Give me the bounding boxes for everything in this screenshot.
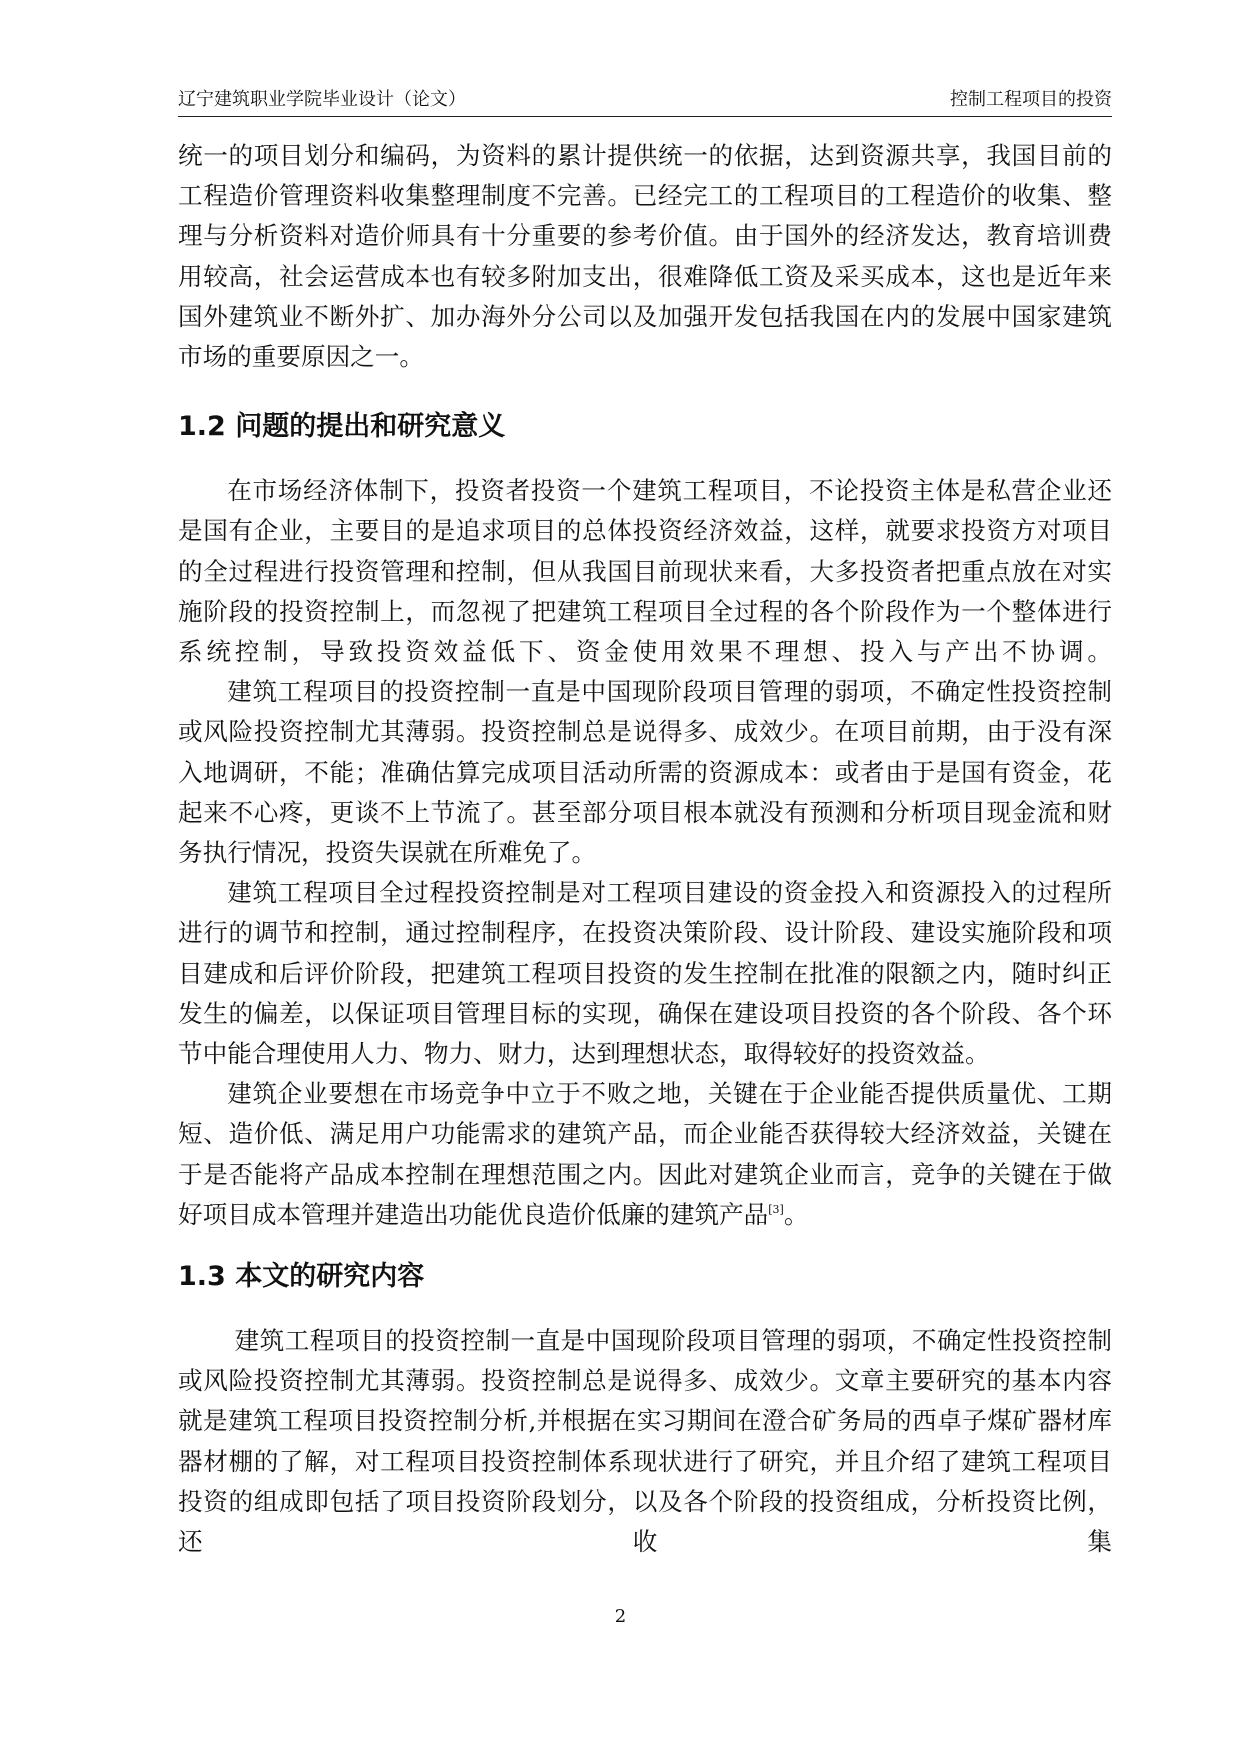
header-right-title: 控制工程项目的投资 (950, 89, 1112, 110)
section-1-2-paragraph-1: 在市场经济体制下，投资者投资一个建筑工程项目，不论投资主体是私营企业还是国有企业，主要目的是追求项目的总体投资经济效益，这样，就要求投资方对项目的全过程进行投资管理和控制，但从我国目前现状来看，大多投资者把重点放在对实施阶段的投资控制上，而忽视了把建筑工程项目全过程的各个阶段作为一个整体进行系统控制，导致投资效益低下、资金使用效果不理想、投入与产出不协调。 (178, 476, 1112, 667)
section-1-3-paragraph-1: 建筑工程项目的投资控制一直是中国现阶段项目管理的弱项，不确定性投资控制或风险投资控制尤其薄弱。投资控制总是说得多、成效少。文章主要研究的基本内容就是建筑工程项目投资控制分析,并根据在实习期间在澄合矿务局的西卓子煤矿器材库器材棚的了解，对工程项目投资控制体系现状进行了研究，并且介绍了建筑工程项目投资的组成即包括了项目投资阶段划分，以及各个阶段的投资组成，分析投资比例，还收集 (178, 1326, 1112, 1557)
page-number: 2 (614, 1606, 627, 1627)
section-heading-1-2: 1.2 问题的提出和研究意义 (178, 411, 506, 443)
citation-ref: [3] (768, 1202, 784, 1216)
paragraph-end: 。 (783, 1199, 809, 1229)
section-heading-1-3: 1.3 本文的研究内容 (178, 1261, 425, 1293)
section-1-2-paragraph-3: 建筑工程项目全过程投资控制是对工程项目建设的资金投入和资源投入的过程所进行的调节和控制，通过控制程序，在投资决策阶段、设计阶段、建设实施阶段和项目建成和后评价阶段，把建筑工程项目投资的发生控制在批准的限额之内，随时纠正发生的偏差，以保证项目管理目标的实现，确保在建设项目投资的各个阶段、各个环节中能合理使用人力、物力、财力，达到理想状态，取得较好的投资效益。 (178, 878, 1112, 1069)
intro-paragraph: 统一的项目划分和编码，为资料的累计提供统一的依据，达到资源共享，我国目前的工程造价管理资料收集整理制度不完善。已经完工的工程项目的工程造价的收集、整理与分析资料对造价师具有十分重要的参考价值。由于国外的经济发达，教育培训费用较高，社会运营成本也有较多附加支出，很难降低工资及采买成本，这也是近年来国外建筑业不断外扩、加办海外分公司以及加强开发包括我国在内的发展中国家建筑市场的重要原因之一。 (178, 141, 1112, 372)
page-body (178, 136, 1112, 1562)
paragraph-text: 建筑企业要想在市场竞争中立于不败之地，关键在于企业能否提供质量优、工期短、造价低、满足用户功能需求的建筑产品，而企业能否获得较大经济效益，关键在于是否能将产品成本控制在理想范围之内。因此对建筑企业而言，竞争的关键在于做好项目成本管理并建造出功能优良造价低廉的建筑产品 (178, 1079, 1112, 1229)
header-left-title: 辽宁建筑职业学院毕业设计（论文） (178, 89, 466, 110)
section-1-2-paragraph-2: 建筑工程项目的投资控制一直是中国现阶段项目管理的弱项，不确定性投资控制或风险投资控制尤其薄弱。投资控制总是说得多、成效少。在项目前期，由于没有深入地调研，不能；准确估算完成项目活动所需的资源成本：或者由于是国有资金，花起来不心疼，更谈不上节流了。甚至部分项目根本就没有预测和分析项目现金流和财务执行情况，投资失误就在所难免了。 (178, 677, 1112, 868)
section-1-2-paragraph-4 (178, 1074, 1112, 1235)
page-header (178, 84, 1112, 117)
